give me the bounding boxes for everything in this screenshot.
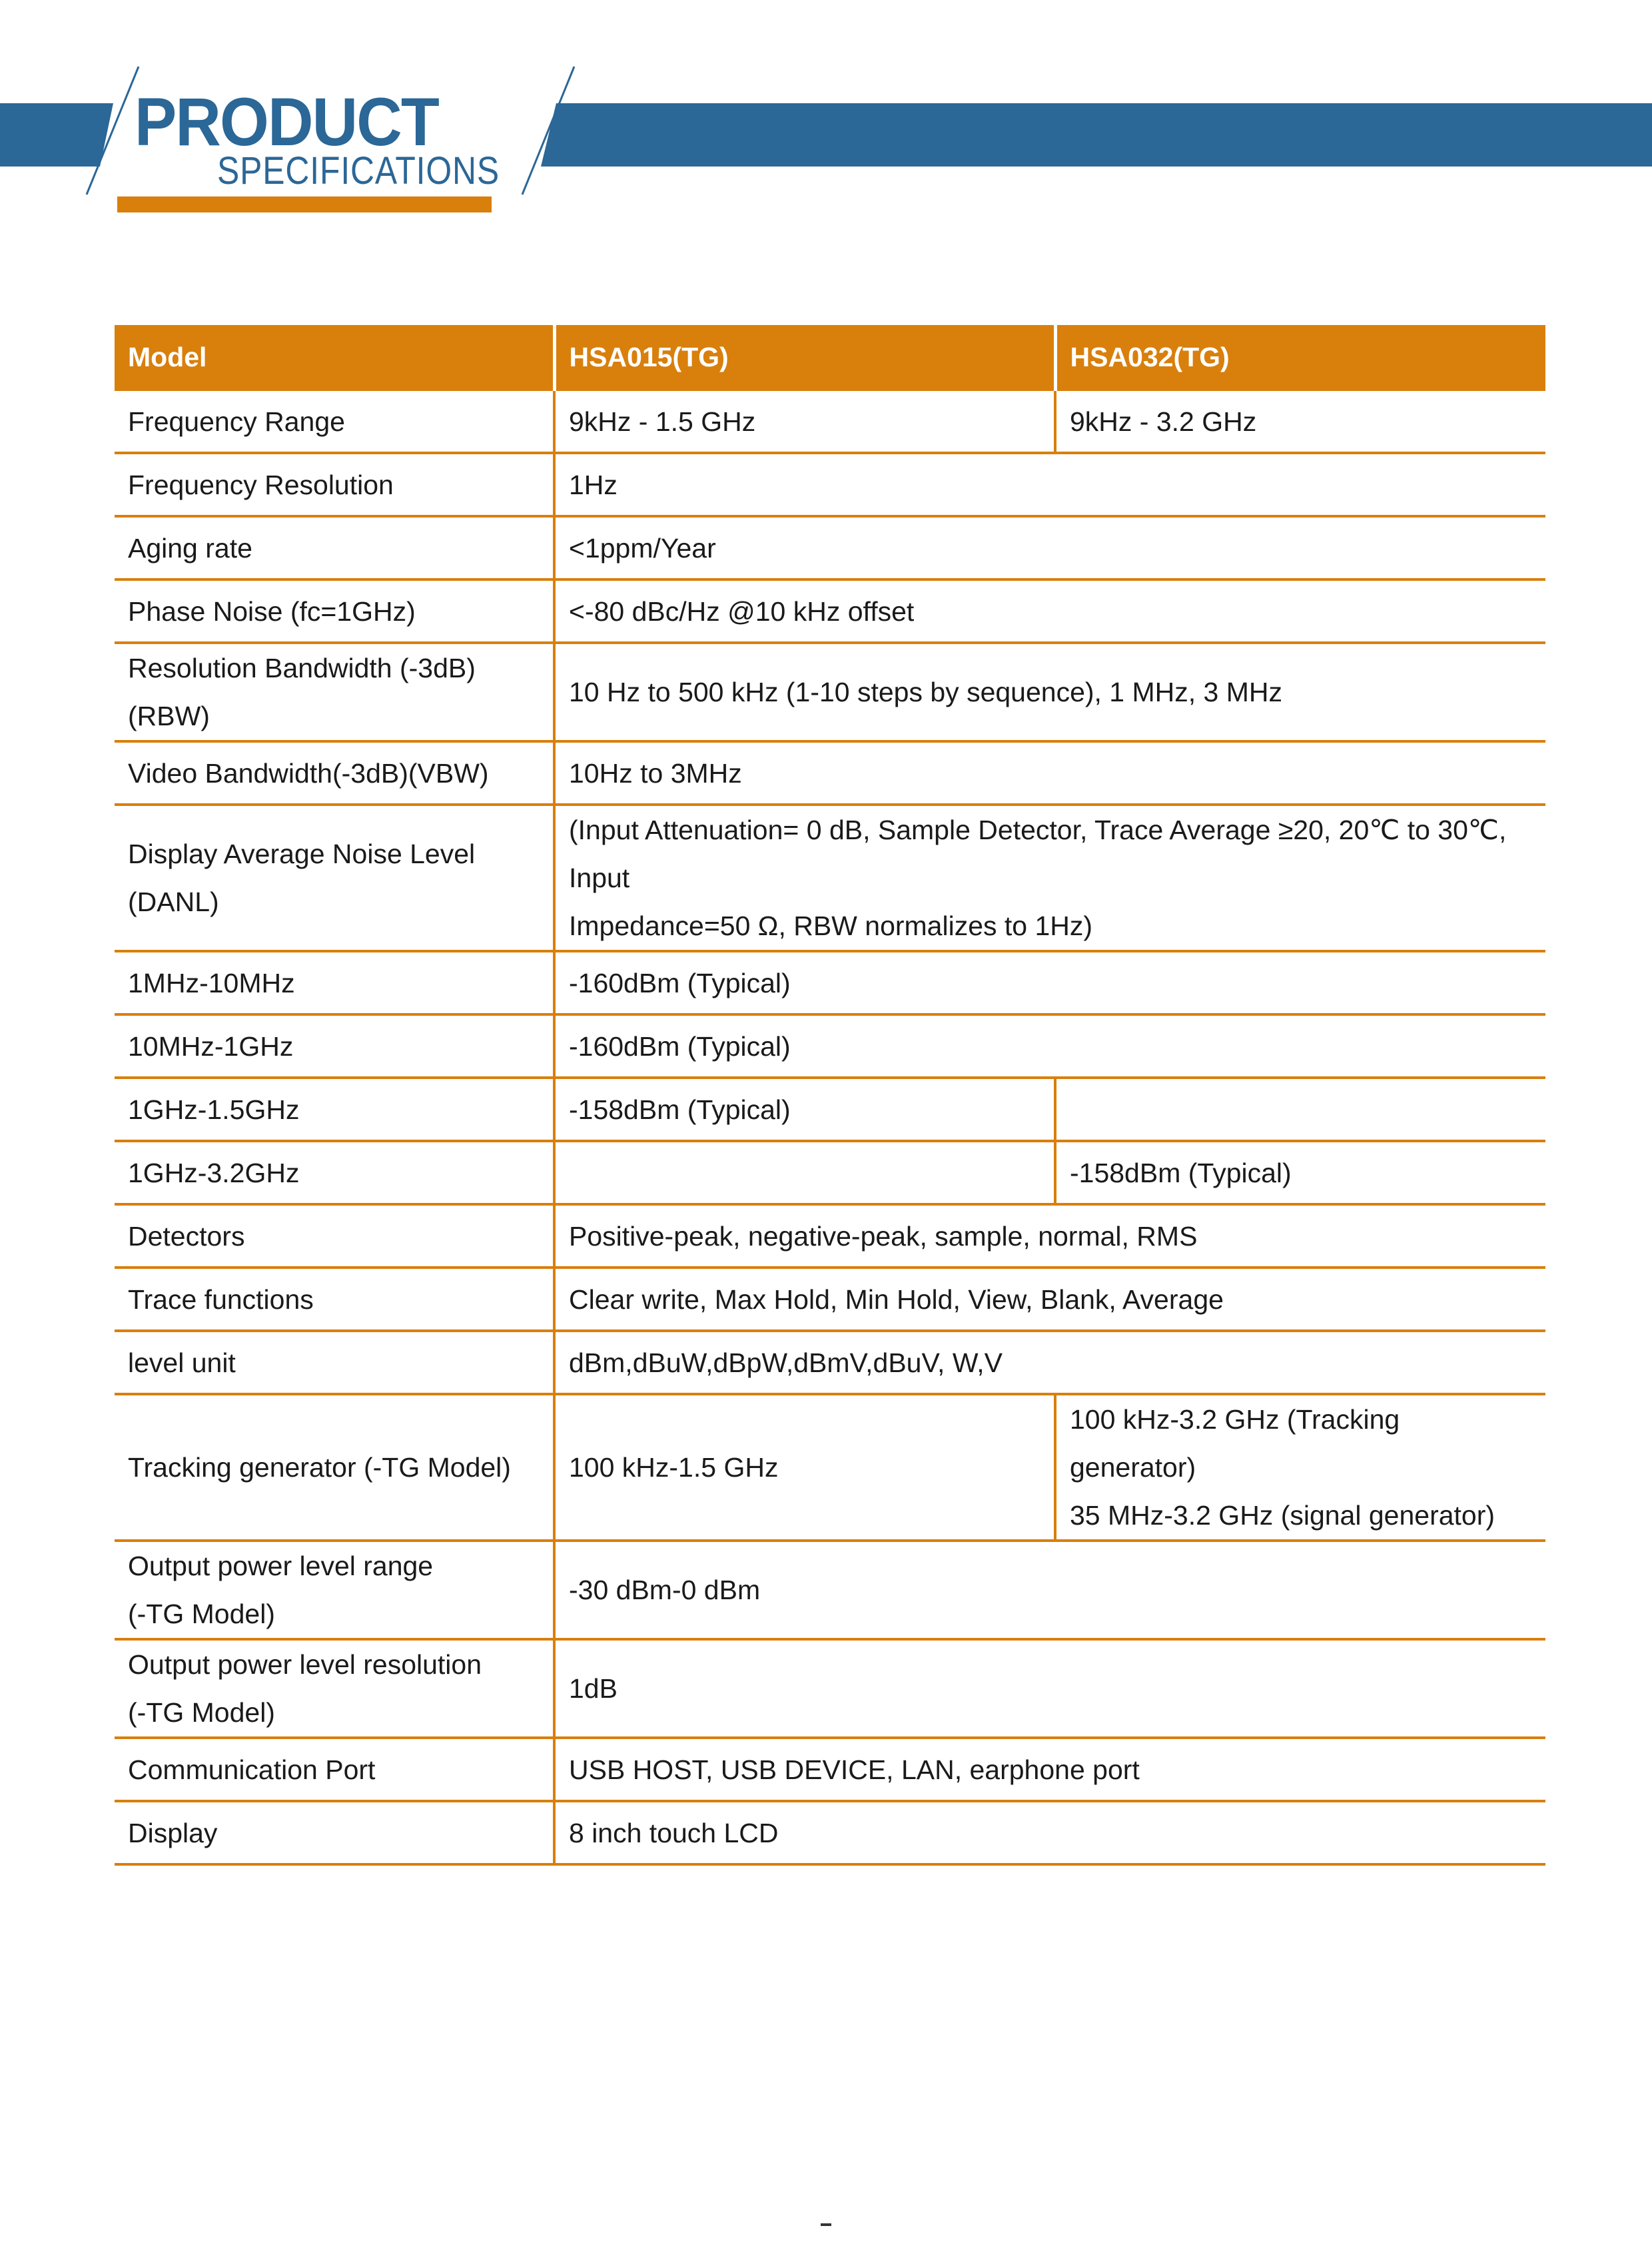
table-row [115, 951, 1545, 1014]
row-label: level unit [115, 1331, 554, 1394]
row-label: Phase Noise (fc=1GHz) [115, 579, 554, 643]
row-label: 1MHz-10MHz [115, 951, 554, 1014]
row-value-hsa032 [1055, 1078, 1545, 1141]
row-value-line: (Input Attenuation= 0 dB, Sample Detector, Trace Average ≥20, 20℃ to 30℃, Input [569, 815, 1507, 893]
row-label: 1GHz-1.5GHz [115, 1078, 554, 1141]
row-value-line: 35 MHz-3.2 GHz (signal generator) [1070, 1500, 1495, 1531]
table-row [115, 1801, 1545, 1864]
row-value: USB HOST, USB DEVICE, LAN, earphone port [554, 1738, 1545, 1801]
row-value: dBm,dBuW,dBpW,dBmV,dBuV, W,V [554, 1331, 1545, 1394]
row-value-line: Impedance=50 Ω, RBW normalizes to 1Hz) [569, 911, 1093, 941]
table-row [115, 1738, 1545, 1801]
row-value: <-80 dBc/Hz @10 kHz offset [554, 579, 1545, 643]
row-label: Display Average Noise Level (DANL) [115, 805, 554, 951]
row-value-hsa015: 9kHz - 1.5 GHz [554, 390, 1055, 453]
row-label: Detectors [115, 1204, 554, 1268]
row-label: Display [115, 1801, 554, 1864]
row-label: 10MHz-1GHz [115, 1014, 554, 1078]
row-value-hsa032: -158dBm (Typical) [1055, 1141, 1545, 1204]
table-row [115, 741, 1545, 805]
table-row [115, 1331, 1545, 1394]
row-value: 1dB [554, 1639, 1545, 1738]
table-row [115, 1394, 1545, 1541]
table-row [115, 1014, 1545, 1078]
title-underline [117, 196, 492, 212]
row-value-hsa032: 9kHz - 3.2 GHz [1055, 390, 1545, 453]
row-label: Resolution Bandwidth (-3dB) (RBW) [115, 643, 554, 741]
table-row [115, 1078, 1545, 1141]
header-model: Model [115, 325, 554, 390]
page-title: PRODUCT [135, 84, 439, 160]
row-value-line: 100 kHz-3.2 GHz (Tracking generator) [1070, 1404, 1400, 1483]
row-label: Communication Port [115, 1738, 554, 1801]
row-value-hsa015: 100 kHz-1.5 GHz [554, 1394, 1055, 1541]
row-value: 10 Hz to 500 kHz (1-10 steps by sequence), 1 MHz, 3 MHz [554, 643, 1545, 741]
header-hsa032tg: HSA032(TG) [1055, 325, 1545, 390]
row-label-line: Output power level resolution [128, 1649, 482, 1680]
row-value-hsa015 [554, 1141, 1055, 1204]
page-subtitle: SPECIFICATIONS [217, 149, 500, 192]
row-label [115, 1639, 554, 1738]
row-label-line: Output power level range [128, 1551, 434, 1581]
specifications-table [115, 325, 1545, 1866]
row-value: Positive-peak, negative-peak, sample, normal, RMS [554, 1204, 1545, 1268]
row-label: Trace functions [115, 1268, 554, 1331]
table-row [115, 643, 1545, 741]
header-hsa015tg: HSA015(TG) [554, 325, 1055, 390]
row-value: Clear write, Max Hold, Min Hold, View, Blank, Average [554, 1268, 1545, 1331]
table-row [115, 1639, 1545, 1738]
row-label: Frequency Range [115, 390, 554, 453]
table-row [115, 805, 1545, 951]
table-row [115, 1541, 1545, 1639]
row-label: Tracking generator (-TG Model) [115, 1394, 554, 1541]
table-row [115, 579, 1545, 643]
table-row [115, 1268, 1545, 1331]
row-label: Frequency Resolution [115, 453, 554, 516]
row-label [115, 1541, 554, 1639]
row-value-hsa015: -158dBm (Typical) [554, 1078, 1055, 1141]
row-value: -160dBm (Typical) [554, 951, 1545, 1014]
page-header [0, 0, 1652, 226]
row-label: Aging rate [115, 516, 554, 579]
row-value: <1ppm/Year [554, 516, 1545, 579]
row-value-hsa032 [1055, 1394, 1545, 1541]
banner-right-bar [541, 103, 1652, 167]
table-row [115, 1204, 1545, 1268]
row-value: 8 inch touch LCD [554, 1801, 1545, 1864]
table-row [115, 516, 1545, 579]
table-row [115, 1141, 1545, 1204]
row-value: 1Hz [554, 453, 1545, 516]
row-value: -30 dBm-0 dBm [554, 1541, 1545, 1639]
banner-left-bar [0, 103, 113, 167]
row-label: 1GHz-3.2GHz [115, 1141, 554, 1204]
row-label: Video Bandwidth(-3dB)(VBW) [115, 741, 554, 805]
row-value: -160dBm (Typical) [554, 1014, 1545, 1078]
row-value: 10Hz to 3MHz [554, 741, 1545, 805]
page-number-mark [821, 2223, 831, 2226]
table-row [115, 390, 1545, 453]
row-label-line: (-TG Model) [128, 1599, 275, 1629]
row-value [554, 805, 1545, 951]
table-header-row [115, 325, 1545, 390]
row-label-line: (-TG Model) [128, 1697, 275, 1728]
table-row [115, 453, 1545, 516]
